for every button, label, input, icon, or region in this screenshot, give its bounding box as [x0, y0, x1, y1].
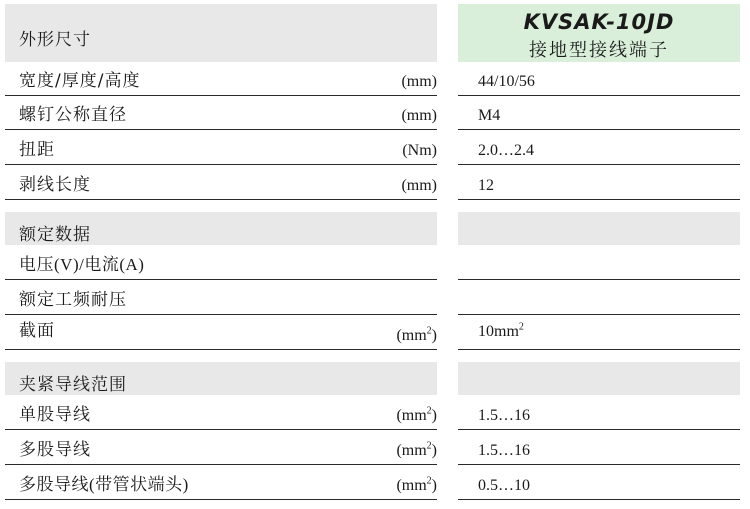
spec-unit: (mm): [401, 177, 437, 194]
dimensions-title: 外形尺寸: [19, 30, 91, 50]
spec-label: 电压(V)/电流(A): [19, 255, 145, 274]
spec-row-screw: [5, 96, 437, 130]
spec-row-stranded-ferrule: [5, 465, 437, 500]
spec-row-size: [5, 62, 437, 96]
spec-value-cell: [458, 280, 740, 315]
spec-unit: (mm): [401, 107, 437, 124]
spec-label: 剥线长度: [19, 175, 91, 195]
spec-value-cell: [458, 96, 740, 130]
rated-section-title: 额定数据: [19, 225, 91, 245]
spec-value-cell: [458, 130, 740, 165]
spec-value: 0.5…10: [478, 477, 530, 494]
spec-row-withstand-voltage: [5, 280, 437, 315]
spec-value: 44/10/56: [478, 73, 535, 90]
clamp-section-header: [5, 362, 437, 395]
clamp-section-title: 夹紧导线范围: [19, 375, 127, 395]
spec-label: 多股导线: [19, 440, 91, 460]
spec-label: 螺钉公称直径: [19, 105, 127, 125]
spec-unit: $(mm^2)$: [396, 440, 437, 459]
spec-row-voltage-current: [5, 245, 437, 280]
spec-value-cell: [458, 430, 740, 465]
spec-value: 12: [478, 177, 494, 194]
spec-value-cell: [458, 395, 740, 430]
header-left-cell: [5, 4, 437, 62]
rated-section-header-right: [458, 212, 740, 245]
spec-value: 2.0…2.4: [478, 142, 534, 159]
spec-unit: $(mm^2)$: [396, 475, 437, 494]
spec-unit: (Nm): [402, 142, 437, 159]
spec-unit: $(mm^2)$: [396, 405, 437, 424]
spec-label: 单股导线: [19, 405, 91, 425]
spec-row-cross-section: [5, 315, 437, 350]
spec-label: 宽度/厚度/高度: [19, 71, 141, 91]
spec-value-cell: [458, 165, 740, 200]
header-product-cell: [458, 4, 740, 62]
spec-value: M4: [478, 107, 501, 124]
spec-row-solid-wire: [5, 395, 437, 430]
spec-value: 1.5…16: [478, 442, 530, 459]
spec-label: 额定工频耐压: [19, 290, 127, 310]
spec-row-strip-length: [5, 165, 437, 200]
spec-row-stranded-wire: [5, 430, 437, 465]
spec-value-cell: [458, 245, 740, 280]
spec-label: 多股导线(带管状端头): [19, 475, 189, 494]
spec-label: 截面: [19, 321, 55, 341]
spec-value-cell: [458, 62, 740, 96]
product-name: KVSAK-10JD: [523, 10, 675, 34]
spec-value-cell: [458, 465, 740, 500]
clamp-section-header-right: [458, 362, 740, 395]
spec-row-torque: [5, 130, 437, 165]
spec-label: 扭距: [19, 140, 55, 160]
spec-value: $10mm^2$: [478, 321, 524, 340]
product-description: 接地型接线端子: [529, 40, 669, 61]
spec-value-cell: [458, 315, 740, 350]
spec-unit: (mm): [401, 73, 437, 90]
spec-unit: $(mm^2)$: [396, 325, 437, 344]
rated-section-header: [5, 212, 437, 245]
spec-value: 1.5…16: [478, 407, 530, 424]
